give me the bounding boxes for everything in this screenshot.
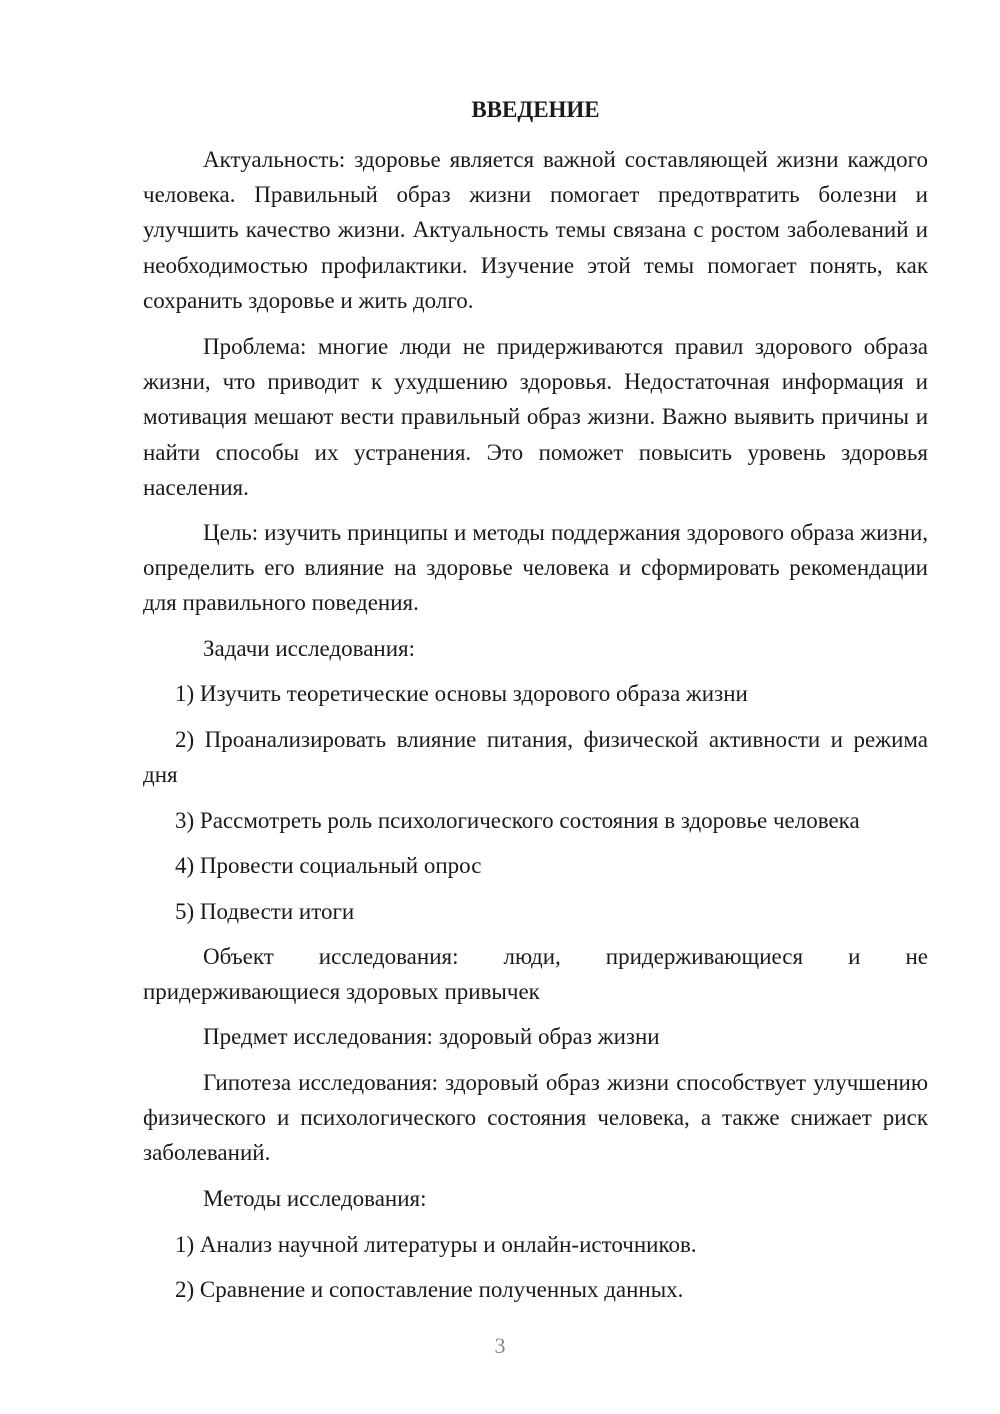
goal-text: Цель: изучить принципы и методы поддержания здорового образа жизни, определить его влияние на здоровье человека и сформировать рекомендации для правильного поведения.	[143, 520, 928, 616]
task-item-1	[143, 676, 928, 711]
methods-heading-text: Методы исследования:	[203, 1186, 427, 1211]
subject-text: Предмет исследования: здоровый образ жизни	[203, 1024, 660, 1049]
method-item-2	[143, 1272, 928, 1307]
page-number: 3	[494, 1333, 506, 1358]
tasks-heading-text: Задачи исследования:	[203, 636, 416, 661]
tasks-heading	[143, 631, 928, 666]
page-title: ВВЕДЕНИЕ	[471, 97, 600, 122]
paragraph-relevance	[143, 142, 928, 318]
hypothesis-text: Гипотеза исследования: здоровый образ жизни способствует улучшению физического и психологического состояния человека, а также снижает риск заболеваний.	[143, 1070, 928, 1166]
task-item-3	[143, 803, 928, 838]
task-item-5	[143, 894, 928, 929]
list-item: 1) Анализ научной литературы и онлайн-источников.	[175, 1232, 697, 1257]
list-item: 2) Сравнение и сопоставление полученных данных.	[175, 1277, 684, 1302]
paragraph-hypothesis	[143, 1065, 928, 1171]
list-item: 4) Провести социальный опрос	[175, 853, 482, 878]
task-item-2	[143, 722, 928, 792]
list-item: 5) Подвести итоги	[175, 899, 355, 924]
method-item-1	[143, 1227, 928, 1262]
list-item: 3) Рассмотреть роль психологического состояния в здоровье человека	[175, 808, 860, 833]
list-item: 2) Проанализировать влияние питания, физической активности и режима дня	[143, 727, 928, 788]
relevance-text: Актуальность: здоровье является важной составляющей жизни каждого человека. Правильный образ жизни помогает предотвратить болезни и улучшить качество жизни. Актуальность темы связана с ростом заболеваний и необходимостью профилактики. Изучение этой темы помогает понять, как сохранить здоровье и жить долго.	[143, 147, 928, 313]
methods-heading	[143, 1181, 928, 1216]
paragraph-problem	[143, 329, 928, 505]
object-text: Объект исследования: люди, придерживающиеся и не придерживающиеся здоровых привычек	[143, 944, 928, 1005]
list-item: 1) Изучить теоретические основы здорового образа жизни	[175, 681, 748, 706]
paragraph-goal	[143, 515, 928, 621]
task-item-4	[143, 848, 928, 883]
problem-text: Проблема: многие люди не придерживаются правил здорового образа жизни, что приводит к ухудшению здоровья. Недостаточная информация и мотивация мешают вести правильный образ жизни. Важно выявить причины и найти способы их устранения. Это поможет повысить уровень здоровья населения.	[143, 334, 928, 500]
paragraph-object	[143, 939, 928, 1009]
paragraph-subject	[143, 1019, 928, 1054]
